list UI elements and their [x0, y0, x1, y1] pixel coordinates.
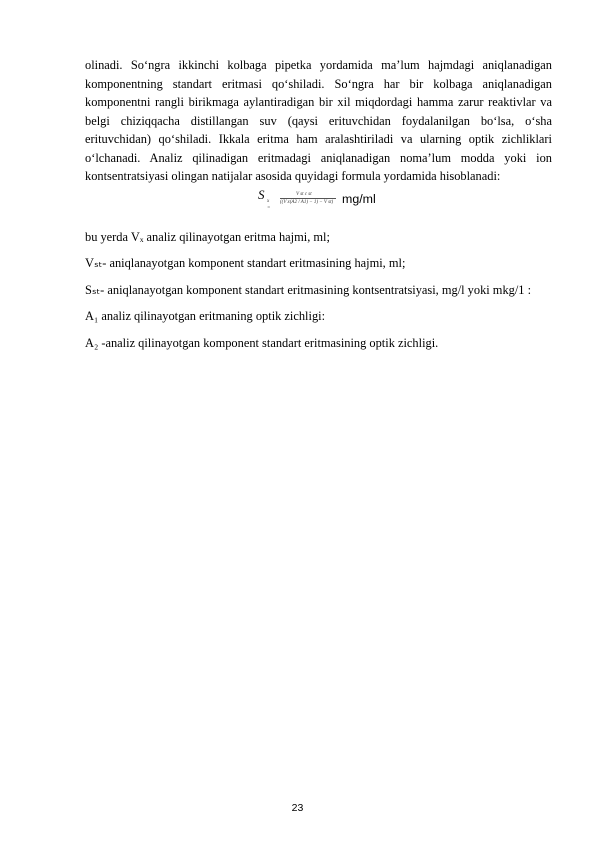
definition-a2: A₂ -analiz qilinayotgan komponent standart eritmasining optik zichligi.: [85, 335, 439, 350]
formula-lhs: S: [258, 186, 265, 202]
intro-paragraph: olinadi. So‘ngra ikkinchi kolbaga pipetka yordamida ma’lum hajmdagi aniqlanadigan komponentning standart eritmasi qo‘shiladi. So‘ngra har bir kolbaga aniqlanadigan komponentni rangli birikmaga aylantiradigan bir xil miqdordagi hamma zarur reaktivlar va belgi chiziqqacha distillangan suv (qaysi erituvchidan foydalanilgan bo‘lsa, o‘sha erituvchidan) qo‘shiladi. Ikkala eritma ham aralashtiriladi va ularning optik zichliklari o‘lchanadi. Analiz qilinadigan eritmadagi aniqlanadigan noma’lum modda yoki ion kontsentratsiyasi olingan natijalar asosida quyidagi formula yordamida hisoblanadi:: [85, 58, 552, 183]
formula-numerator: V st c st: [296, 191, 312, 197]
page-content: [85, 56, 552, 352]
formula-denominator: ((V x(A2 / A1) − 1) − V st): [280, 199, 334, 205]
definition-vst: Vₛₜ- aniqlanayotgan komponent standart eritmasining hajmi, ml;: [85, 256, 406, 270]
formula-unit: mg/ml: [342, 191, 376, 206]
definition-a1: A₁ analiz qilinayotgan eritmaning optik zichligi:: [85, 309, 326, 323]
definition-sst: Sₛₜ- aniqlanayotgan komponent standart eritmasining kontsentratsiyasi, mg/l yoki mkg/1 :: [85, 282, 532, 297]
concentration-formula: [85, 188, 552, 218]
formula-lhs-subscript: x =: [267, 198, 271, 211]
definition-vx: bu yerda Vₓ analiz qilinayotgan eritma hajmi, ml;: [85, 229, 330, 244]
page-number: 23: [291, 802, 304, 814]
